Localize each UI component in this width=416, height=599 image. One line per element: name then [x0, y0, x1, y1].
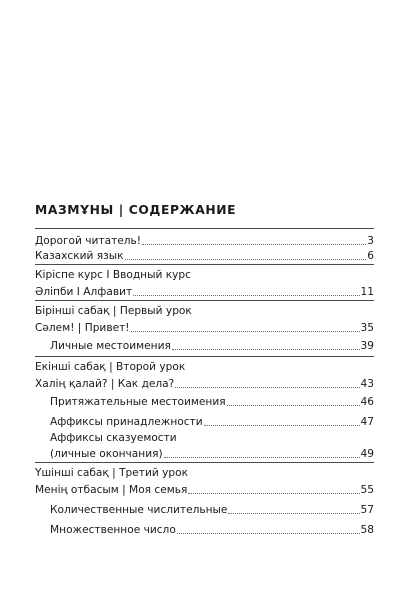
toc-subentry[interactable] [50, 446, 374, 461]
toc-entry-page: 3 [367, 235, 374, 247]
toc-entry-page: 55 [360, 484, 374, 496]
toc-section-heading: Екінші сабақ | Второй урок [35, 361, 186, 373]
dot-leader [204, 425, 360, 426]
toc-entry[interactable] [35, 284, 374, 299]
dot-leader [227, 405, 360, 406]
dot-leader [172, 349, 360, 350]
dot-leader [177, 533, 360, 534]
toc-section-lesson-3 [35, 462, 374, 543]
toc-entry-text: Количественные числительные [50, 504, 228, 516]
dot-leader [175, 387, 359, 388]
dot-leader [228, 513, 359, 514]
toc-entry-page: 47 [360, 416, 374, 428]
toc-section-lesson-1 [35, 300, 374, 357]
toc-subentry[interactable] [50, 502, 374, 517]
toc-entry-page: 39 [360, 340, 374, 352]
toc-entry-page: 11 [360, 286, 374, 298]
toc-section-heading: Үшінші сабақ | Третий урок [35, 467, 188, 479]
toc-section-heading: Бірінші сабақ | Первый урок [35, 305, 192, 317]
toc-entry-text: Множественное число [50, 524, 176, 536]
toc-entry-text: Халің қалай? | Как дела? [35, 378, 175, 390]
dot-leader [188, 493, 359, 494]
toc-entry-page: 49 [360, 448, 374, 460]
toc-subentry[interactable] [50, 338, 374, 353]
toc-entry-text: Личные местоимения [50, 340, 171, 352]
toc-entry-text: Аффиксы принадлежности [50, 416, 203, 428]
toc-entry[interactable] [35, 320, 374, 335]
dot-leader [142, 244, 366, 245]
toc-section-intro-course [35, 264, 374, 301]
toc-subentry-text-line: Аффиксы сказуемости [50, 432, 177, 444]
toc-section-heading: Кіріспе курс І Вводный курс [35, 269, 191, 281]
toc-subentry[interactable] [50, 394, 374, 409]
toc-entry[interactable] [35, 233, 374, 248]
toc-entry[interactable] [35, 482, 374, 497]
toc-section-lesson-2 [35, 356, 374, 463]
toc-entry-text: Притяжательные местоимения [50, 396, 226, 408]
toc-entry-text: (личные окончания) [50, 448, 163, 460]
toc-entry-page: 6 [367, 250, 374, 262]
toc-group-intro [35, 228, 374, 265]
dot-leader [131, 331, 360, 332]
toc-entry[interactable] [35, 248, 374, 263]
dot-leader [164, 457, 360, 458]
toc-entry-text: Менің отбасым | Моя семья [35, 484, 188, 496]
dot-leader [125, 259, 367, 260]
toc-entry-page: 58 [360, 524, 374, 536]
toc-entry-text: Әліпби І Алфавит [35, 286, 133, 298]
toc-entry-page: 35 [360, 322, 374, 334]
toc-subentry[interactable] [50, 414, 374, 429]
dot-leader [133, 295, 359, 296]
toc-entry-page: 57 [360, 504, 374, 516]
toc-entry-text: Казахский язык [35, 250, 124, 262]
toc-entry-page: 46 [360, 396, 374, 408]
toc-entry-text: Сәлем! | Привет! [35, 322, 130, 334]
toc-title: МАЗМҰНЫ | СОДЕРЖАНИЕ [35, 203, 237, 217]
toc-entry-text: Дорогой читатель! [35, 235, 142, 247]
toc-subentry[interactable] [50, 522, 374, 537]
toc-entry-page: 43 [360, 378, 374, 390]
toc-entry[interactable] [35, 376, 374, 391]
